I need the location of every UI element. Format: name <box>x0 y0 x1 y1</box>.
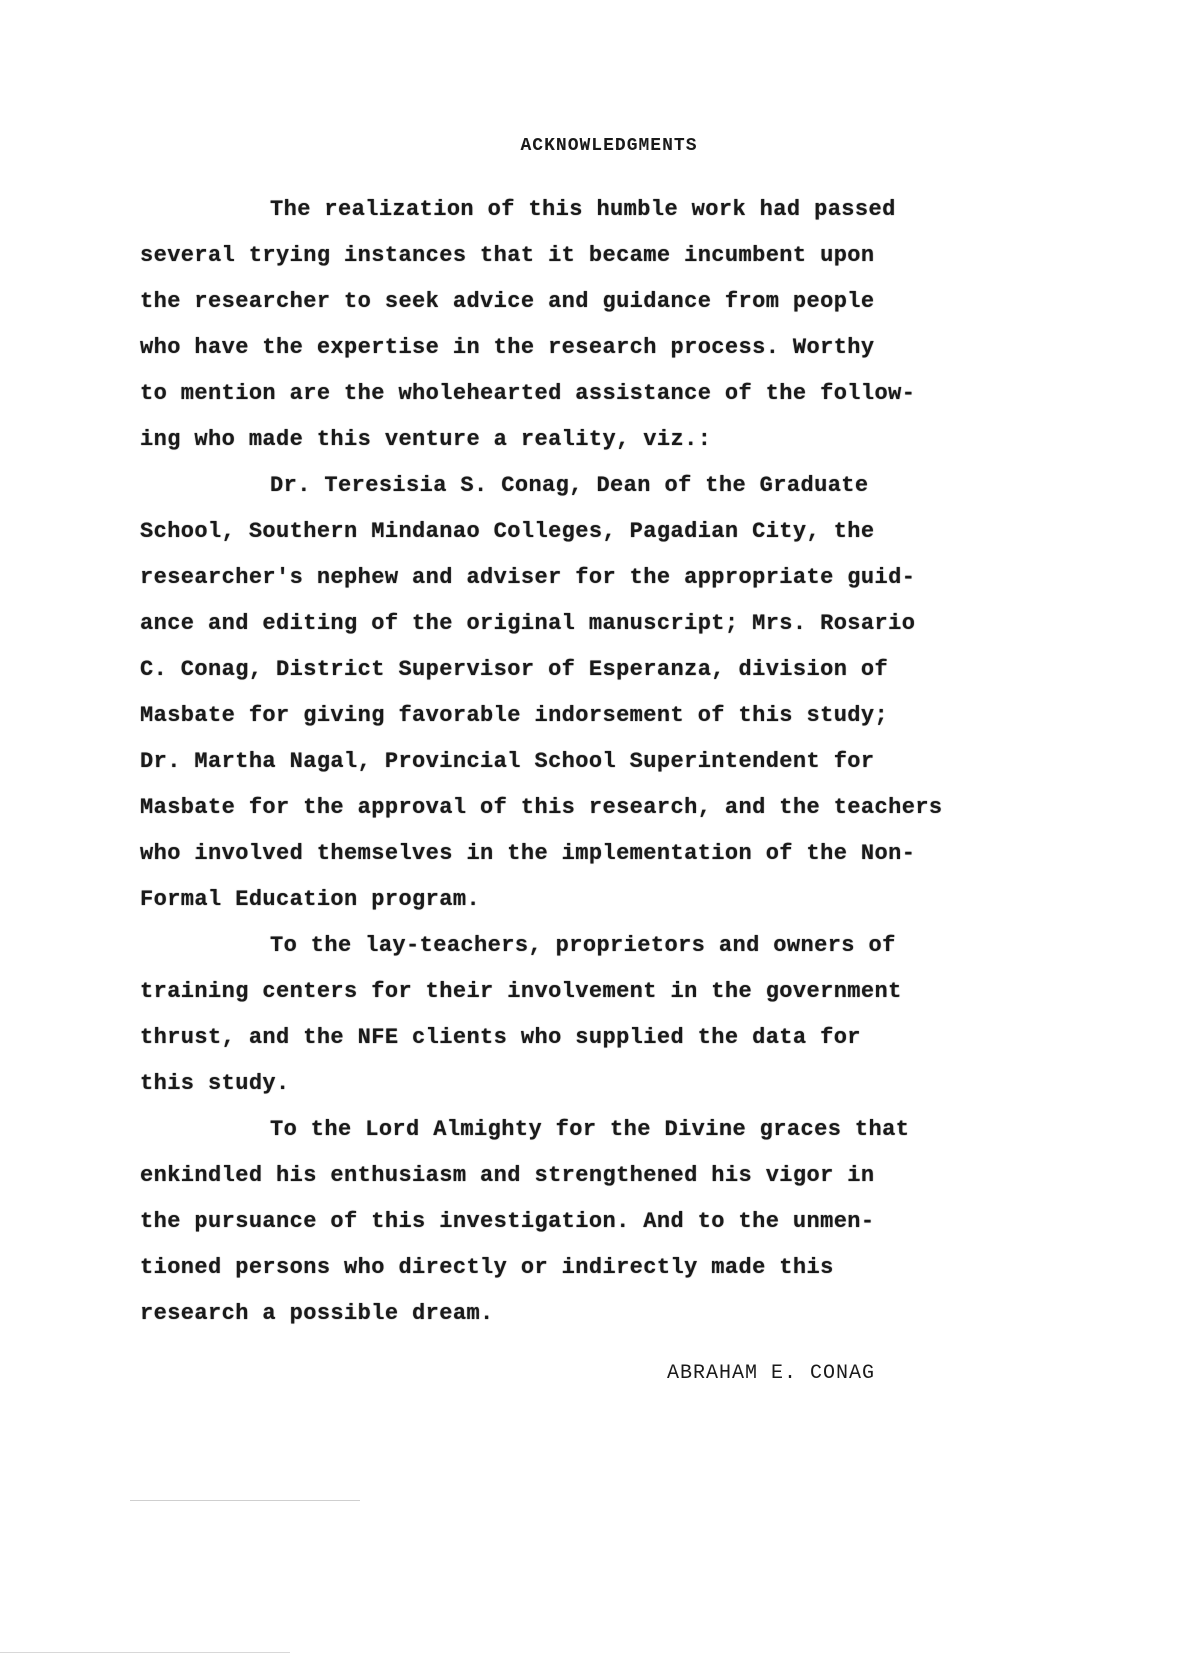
scan-artifact <box>130 1500 360 1501</box>
body-line: Masbate for giving favorable indorsement of this study; <box>140 703 889 728</box>
body-line: Formal Education program. <box>140 887 481 912</box>
body-line: who involved themselves in the implementation of the Non- <box>140 841 916 866</box>
body-line: who have the expertise in the research process. Worthy <box>140 335 875 360</box>
body-line: the pursuance of this investigation. And to the unmen- <box>140 1209 875 1234</box>
body-line: C. Conag, District Supervisor of Esperanza, division of <box>140 657 889 682</box>
body-line: Dr. Teresisia S. Conag, Dean of the Graduate <box>270 473 869 498</box>
body-line: ance and editing of the original manuscript; Mrs. Rosario <box>140 611 916 636</box>
body-line: thrust, and the NFE clients who supplied the data for <box>140 1025 861 1050</box>
body-line: training centers for their involvement in the government <box>140 979 902 1004</box>
body-line: research a possible dream. <box>140 1301 494 1326</box>
body-line: tioned persons who directly or indirectly made this <box>140 1255 834 1280</box>
title-text: ACKNOWLEDGMENTS <box>520 136 698 156</box>
body-line: School, Southern Mindanao Colleges, Pagadian City, the <box>140 519 875 544</box>
body-line: Masbate for the approval of this research, and the teachers <box>140 795 943 820</box>
body-line: this study. <box>140 1071 290 1096</box>
body-line: The realization of this humble work had passed <box>270 197 896 222</box>
body-line: enkindled his enthusiasm and strengthened his vigor in <box>140 1163 875 1188</box>
body-line: Dr. Martha Nagal, Provincial School Superintendent for <box>140 749 875 774</box>
body-line: to mention are the wholehearted assistance of the follow- <box>140 381 916 406</box>
body-line: To the Lord Almighty for the Divine graces that <box>270 1117 910 1142</box>
body-line: researcher's nephew and adviser for the appropriate guid- <box>140 565 916 590</box>
body-line: To the lay-teachers, proprietors and owners of <box>270 933 896 958</box>
body-line: the researcher to seek advice and guidance from people <box>140 289 875 314</box>
body-line: ing who made this venture a reality, viz.: <box>140 427 712 452</box>
signature: ABRAHAM E. CONAG <box>667 1362 876 1385</box>
page-title <box>0 136 1178 156</box>
scan-artifact <box>0 1652 290 1653</box>
body-line: several trying instances that it became incumbent upon <box>140 243 875 268</box>
